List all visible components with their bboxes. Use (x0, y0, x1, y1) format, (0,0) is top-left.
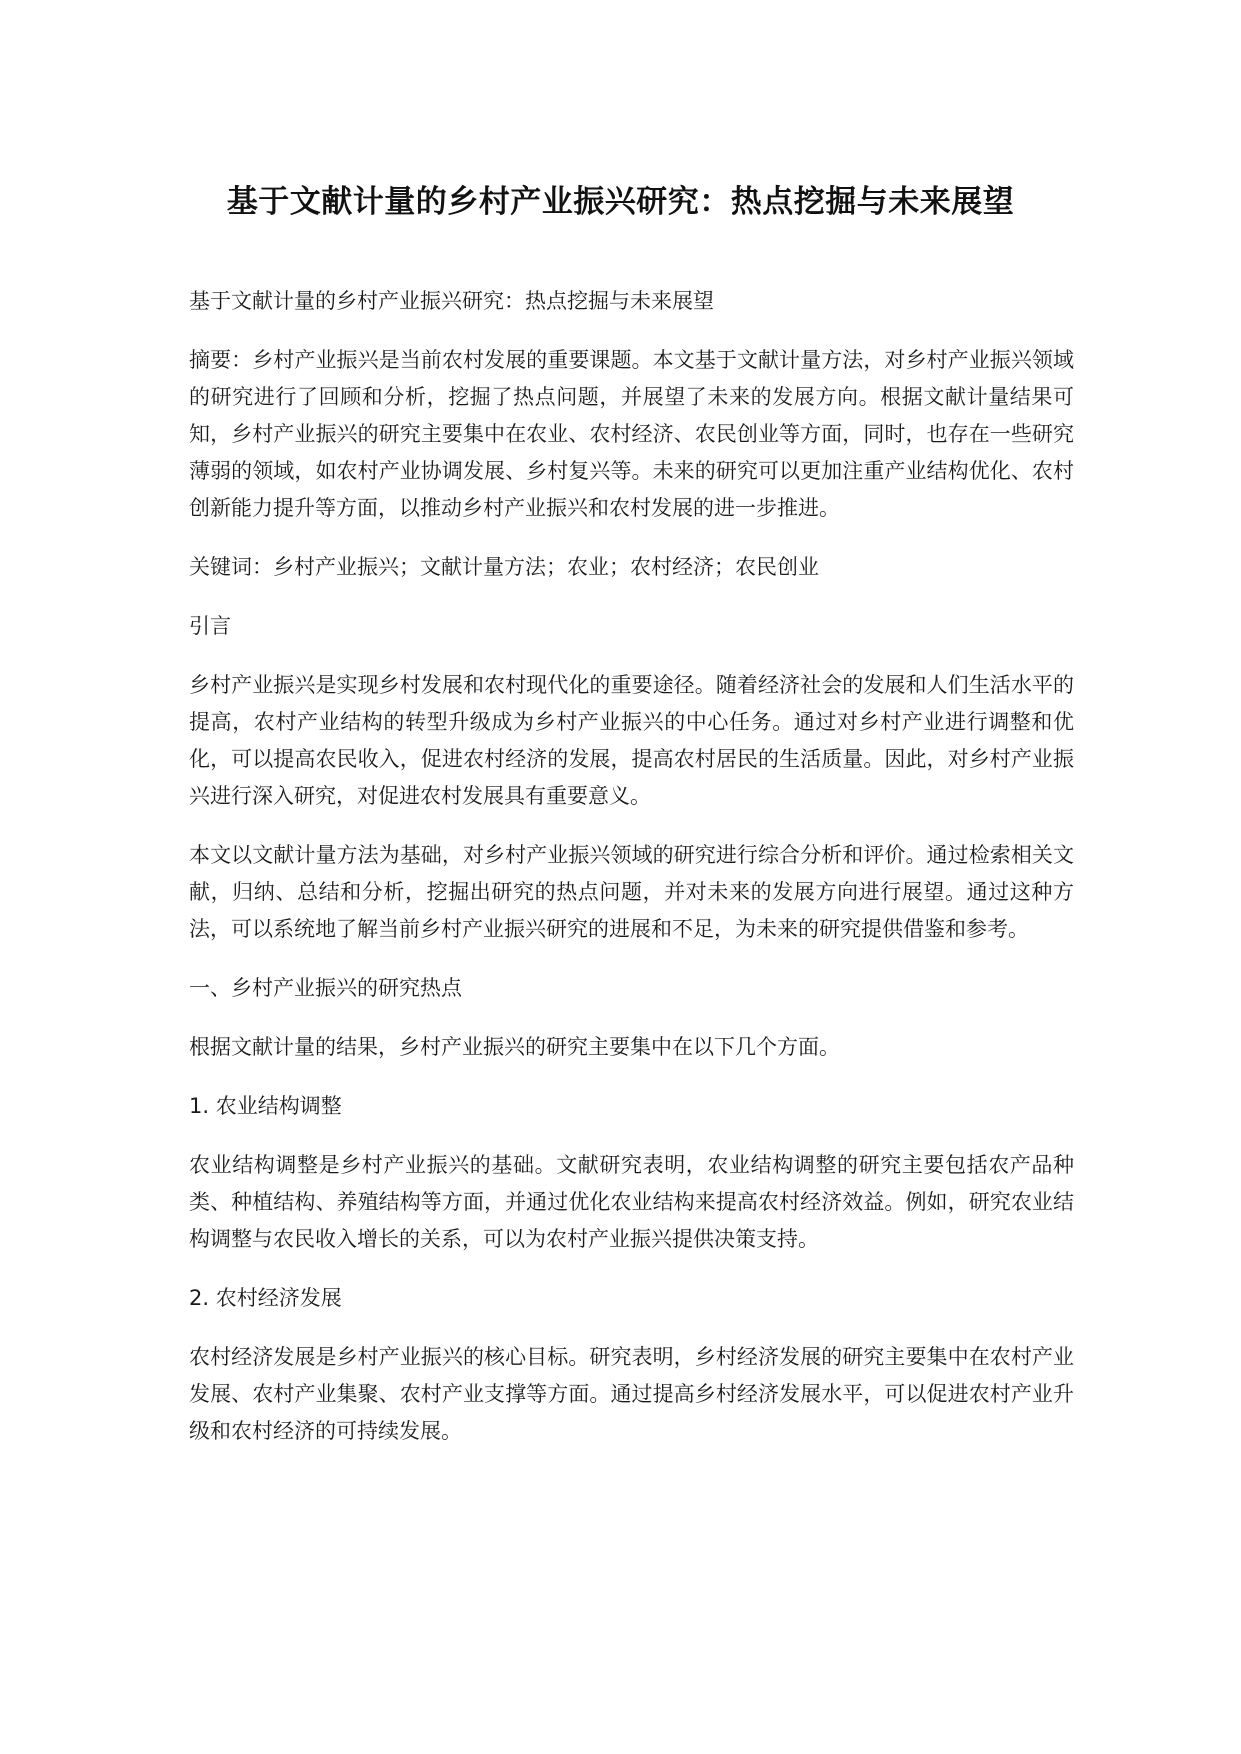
subtitle-paragraph: 基于文献计量的乡村产业振兴研究：热点挖掘与未来展望 (189, 289, 714, 313)
introduction-paragraph-1: 乡村产业振兴是实现乡村发展和农村现代化的重要途径。随着经济社会的发展和人们生活水平的提高，农村产业结构的转型升级成为乡村产业振兴的中心任务。通过对乡村产业进行调整和优化，可以提高农民收入，促进农村经济的发展，提高农村居民的生活质量。因此，对乡村产业振兴进行深入研究，对促进农村发展具有重要意义。 (189, 673, 1074, 808)
hotspots-intro-paragraph: 根据文献计量的结果，乡村产业振兴的研究主要集中在以下几个方面。 (189, 1035, 840, 1059)
abstract-paragraph: 摘要：乡村产业振兴是当前农村发展的重要课题。本文基于文献计量方法，对乡村产业振兴领域的研究进行了回顾和分析，挖掘了热点问题，并展望了未来的发展方向。根据文献计量结果可知，乡村产业振兴的研究主要集中在农业、农村经济、农民创业等方面，同时，也存在一些研究薄弱的领域，如农村产业协调发展、乡村复兴等。未来的研究可以更加注重产业结构优化、农村创新能力提升等方面，以推动乡村产业振兴和农村发展的进一步推进。 (189, 348, 1074, 520)
subheading-agricultural-structure: 1. 农业结构调整 (189, 1094, 342, 1118)
keywords-paragraph: 关键词：乡村产业振兴；文献计量方法；农业；农村经济；农民创业 (189, 555, 819, 579)
section-heading-research-hotspots: 一、乡村产业振兴的研究热点 (189, 976, 462, 1000)
document-title: 基于文献计量的乡村产业振兴研究：热点挖掘与未来展望 (226, 184, 1015, 220)
rural-economy-paragraph: 农村经济发展是乡村产业振兴的核心目标。研究表明，乡村经济发展的研究主要集中在农村产业发展、农村产业集聚、农村产业支撑等方面。通过提高乡村经济发展水平，可以促进农村产业升级和农村经济的可持续发展。 (189, 1345, 1074, 1443)
section-heading-introduction: 引言 (189, 614, 231, 638)
document-body (189, 283, 1074, 1472)
agricultural-structure-paragraph: 农业结构调整是乡村产业振兴的基础。文献研究表明，农业结构调整的研究主要包括农产品种类、种植结构、养殖结构等方面，并通过优化农业结构来提高农村经济效益。例如，研究农业结构调整与农民收入增长的关系，可以为农村产业振兴提供决策支持。 (189, 1153, 1074, 1251)
introduction-paragraph-2: 本文以文献计量方法为基础，对乡村产业振兴领域的研究进行综合分析和评价。通过检索相关文献，归纳、总结和分析，挖掘出研究的热点问题，并对未来的发展方向进行展望。通过这种方法，可以系统地了解当前乡村产业振兴研究的进展和不足，为未来的研究提供借鉴和参考。 (189, 843, 1074, 941)
subheading-rural-economy: 2. 农村经济发展 (189, 1286, 342, 1310)
